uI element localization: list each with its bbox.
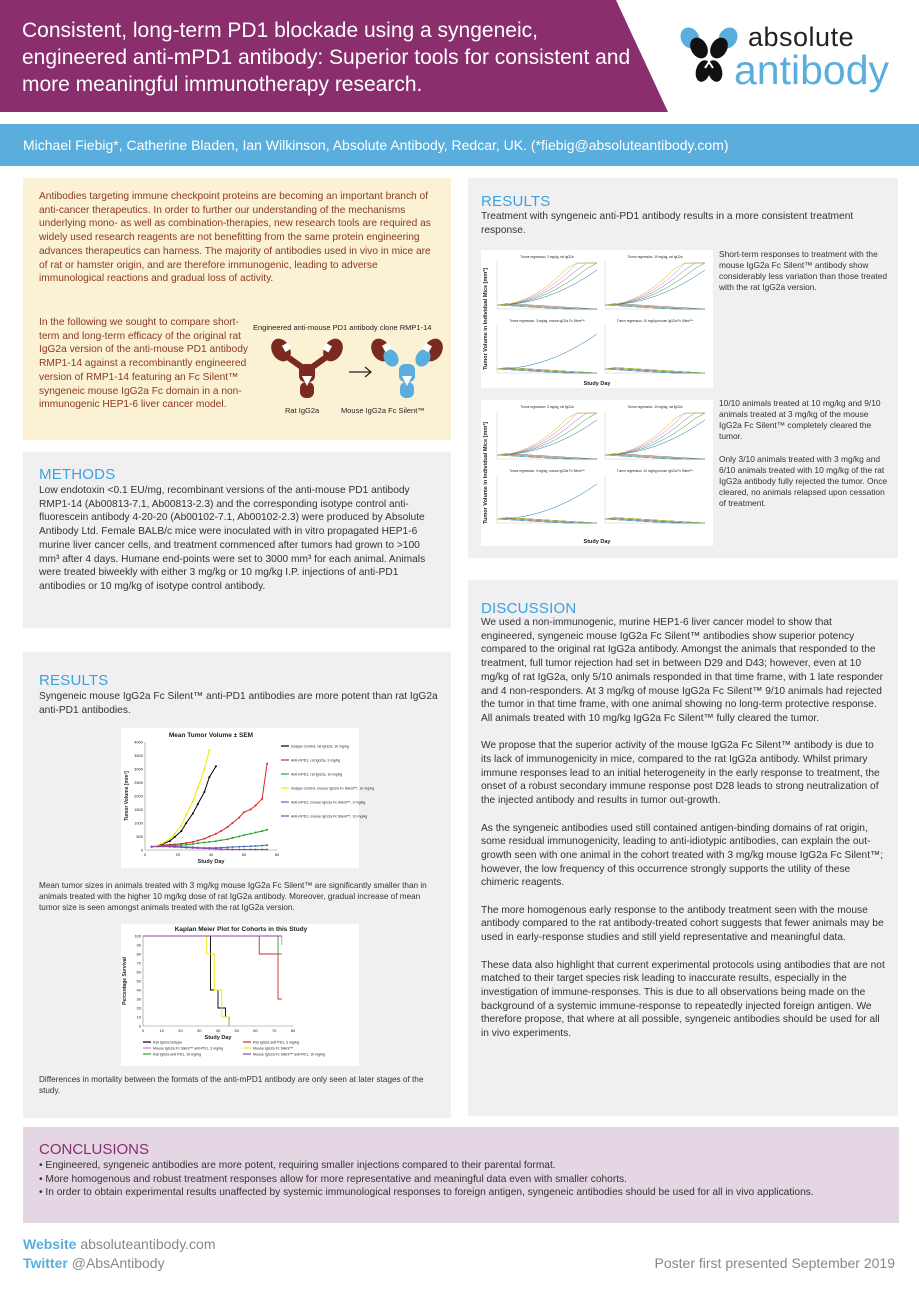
data-point	[261, 848, 263, 850]
data-point	[180, 846, 182, 848]
presented-date: Poster first presented September 2019	[654, 1255, 895, 1271]
intro-paragraph-2: In the following we sought to compare short-term and long-term efficacy of the original rat IgG2a version of the anti-mouse PD1 antibody RMP1-14 against a recombinantly engineered version of RMP1-14 featuring an Fc Silent™ syngeneic mouse IgG2a Fc domain in a non-immunogenic HEP1-6 liver cancer model.	[39, 317, 248, 411]
y-tick-label: 40	[136, 987, 141, 993]
y-tick-label: 50	[136, 978, 141, 984]
x-tick-label: 0	[141, 1028, 145, 1033]
antibody-logo-icon	[678, 24, 740, 86]
mouse-igg2a-fc-silent-antibody-icon	[367, 335, 447, 398]
discussion-paragraph-1: We used a non-immunogenic, murine HEP1-6 liver cancer model to show that engineered, syngeneic mouse IgG2a Fc Silent™ antibodies show superior potency compared to the original rat IgG2a antibody. Amongst the animals that responded to the treatment, full tumor rejection had set in between D29 and D43; however, even at 10 mg/kg of rat IgG2a, only 5/10 animals responded in that time frame, with 1 late responder and 4 non-responders. At 3 mg/kg of mouse IgG2a Fc Silent™ 9/10 animals had rejected the tumor in that time frame, with one animal showing no long-term protective response. All animals treated with 10 mg/kg IgG2a Fc Silent™ fully cleared the tumor.	[481, 617, 884, 724]
data-point	[197, 842, 199, 844]
data-point	[231, 846, 233, 848]
discussion-heading: DISCUSSION	[481, 600, 577, 617]
intro-paragraph-1: Antibodies targeting immune checkpoint proteins are becoming an important branch of anti-cancer therapeutics. In order to further our understanding of the mechanisms underlying mono- as well as combination-therapies, new research tools are required as widely used research reagents are not benefitting from the same protein engineering advances therapeutics can harness. The majority of antibodies used in vivo in mice are of rat or hamster origin, and are therefore immunogenic, leading to adverse immunological reactions and gradual loss of activity.	[39, 191, 431, 285]
y-tick-label: 2000	[134, 793, 143, 799]
animal-curve	[497, 420, 597, 455]
intro-panel	[23, 178, 451, 440]
x-tick-label: 60	[253, 1028, 258, 1033]
data-point	[227, 846, 229, 848]
animal-curve	[497, 484, 597, 519]
twitter-handle[interactable]: @AbsAntibody	[71, 1255, 165, 1271]
results-subtitle-right: Treatment with syngeneic anti-PD1 antibody results in a more consistent treatment response.	[481, 211, 854, 236]
data-point	[238, 817, 240, 819]
data-point	[266, 829, 268, 831]
discussion-panel	[468, 580, 898, 1116]
data-point	[220, 839, 222, 841]
legend-label: Anti-mPD1, rat IgG2a, 10 mg/kg	[291, 772, 343, 777]
y-tick-label: 1000	[134, 820, 143, 826]
animal-curve	[605, 413, 705, 455]
poster-header	[0, 0, 919, 112]
company-logo	[676, 20, 916, 100]
animal-curve	[605, 420, 705, 455]
conclusions-list	[39, 1159, 889, 1200]
mini-panel-title: Tumor regression, 10 mg/kg mouse IgG2a Fc Silent™	[616, 319, 694, 323]
y-tick-label: 500	[136, 834, 143, 839]
data-point	[162, 842, 164, 844]
data-point	[266, 763, 268, 765]
data-point	[250, 809, 252, 811]
legend-label: Anti-mPD1, mouse IgG2a Fc Silent™, 10 mg/kg	[291, 814, 368, 819]
data-point	[185, 822, 187, 824]
y-tick-label: 90	[136, 942, 141, 948]
data-point	[266, 844, 268, 846]
data-point	[261, 798, 263, 800]
discussion-paragraph-2: We propose that the superior activity of the mouse IgG2a Fc Silent™ antibody is due to its lack of immunogenicity in mice, compared to the rat IgG2a antibody. Whilst primary immune responses lead to an initial heterogeneity in the early response to treatment, the onset of a robust secondary immune response post D28 leads to strong neutralization of the injected antibody and results in tumor out-growth.	[481, 740, 880, 807]
animal-curve	[497, 263, 597, 305]
discussion-paragraph-4: The more homogenous early response to the antibody treatment seen with the mouse antibody compared to the rat antibody-treated cohort suggests that fewer animals may be used in early-response studies and still yield representative and meaningful data.	[481, 904, 884, 944]
long-term-tumor-regression-figure	[481, 400, 713, 546]
short-term-tumor-regression-figure	[481, 250, 713, 388]
y-tick-label: 3500	[134, 753, 143, 758]
data-point	[231, 848, 233, 850]
x-axis-label: Study Day	[204, 1035, 232, 1041]
data-point	[255, 831, 257, 833]
x-tick-label: 60	[241, 852, 247, 857]
discussion-paragraph-5: These data also highlight that current experimental protocols using antibodies that are not matched to their target species risk leading to inaccurate results, especially in the investigation of immune-responses. This is due to all observations being made on the background of a systemic immune-response to repeatedly injected foreign antigen. We therefore propose, that where at all possible, syngeneic antibodies should be used for all in vivo experiments.	[481, 959, 885, 1040]
legend-label: Rat IgG2a anti PD1, 3 mg/kg	[253, 1040, 299, 1045]
animal-curve	[605, 263, 705, 305]
data-point	[250, 833, 252, 835]
logo-text-antibody: antibody	[734, 47, 890, 93]
data-point	[250, 848, 252, 850]
legend-label: Mouse IgG2a Fc Silent™	[253, 1046, 294, 1051]
methods-text: Low endotoxin <0.1 EU/mg, recombinant versions of the anti-mouse PD1 antibody RMP1-14 (Ab00813-7.1, Ab00813-2.3) and the corresponding isotype control anti-fluorescein antibody 4-20-20 (Ab00102-7.1, Ab00102-2.3) were produced by Absolute Antibody Ltd. Female BALB/c mice were inoculated with in vitro propagated HEP1-6 murine liver cancer cells, and treatment commenced after tumors had grown to >100 mm³ after 4 days. Humane end-points were set to 3000 mm³ for each animal. Animals were treated biweekly with either 3 mg/kg or 10 mg/kg I.P. injections of anti-PD1 antibodies or 10 mg/kg of isotype control antibody.	[39, 485, 426, 592]
x-tick-label: 0	[143, 852, 147, 857]
data-point	[151, 846, 153, 848]
data-point	[227, 838, 229, 840]
data-point	[203, 768, 205, 770]
data-point	[197, 803, 199, 805]
methods-heading: METHODS	[39, 466, 116, 483]
mean-tumor-volume-caption: Mean tumor sizes in animals treated with 3 mg/kg mouse IgG2a Fc Silent™ are significantly smaller than in animals treated with the higher 10 mg/kg dose of rat IgG2a antibody. Moreover, gradual increase of mean tumor size is seen amongst animals treated with the rat IgG2a version.	[39, 881, 427, 912]
data-point	[192, 841, 194, 843]
legend-label: Mouse IgG2a Fc Silent™ anti-PD1, 10 mg/kg	[253, 1052, 325, 1057]
data-point	[169, 838, 171, 840]
data-point	[243, 834, 245, 836]
kaplan-meier-chart	[121, 924, 359, 1066]
y-tick-label: 80	[136, 951, 141, 957]
data-point	[174, 833, 176, 835]
short-term-note: Short-term responses to treatment with the mouse IgG2a Fc Silent™ antibody show considerably less variation than those treated with the rat IgG2a version.	[719, 249, 888, 292]
x-tick-label: 40	[215, 1028, 221, 1033]
animal-curve	[497, 413, 597, 455]
data-point	[255, 845, 257, 847]
legend-label: Anti-mPD1, rat IgG2a, 3 mg/kg	[291, 758, 341, 763]
data-point	[250, 845, 252, 847]
mini-panel-title: Tumor regression, 3 mg/kg, rat IgG2a	[520, 255, 574, 259]
grid-x-axis-label: Study Day	[583, 539, 611, 545]
series-line	[143, 936, 282, 945]
x-tick-label: 40	[208, 852, 214, 857]
y-tick-label: 0	[138, 1023, 141, 1029]
author-bar: Michael Fiebig*, Catherine Bladen, Ian Wilkinson, Absolute Antibody, Redcar, UK. (*fiebig@absoluteantibody.com)	[0, 124, 919, 166]
data-point	[231, 822, 233, 824]
x-tick-label: 70	[272, 1028, 277, 1033]
animal-curve	[497, 263, 597, 305]
data-point	[255, 804, 257, 806]
x-tick-label: 80	[274, 852, 280, 857]
y-tick-label: 4000	[134, 739, 143, 745]
animal-curve	[605, 270, 705, 305]
animal-curve	[497, 263, 597, 305]
data-point	[266, 848, 268, 850]
data-point	[203, 847, 205, 849]
conclusion-item: • Engineered, syngeneic antibodies are more potent, requiring smaller injections compared to their parental format.	[39, 1159, 889, 1173]
y-tick-label: 3000	[134, 766, 143, 772]
results-heading-right: RESULTS	[481, 193, 551, 210]
mini-panel-title: Tumor regression, 10 mg/kg, rat IgG2a	[627, 255, 683, 259]
data-point	[231, 837, 233, 839]
results-panel-right	[468, 178, 898, 558]
animal-curve	[605, 263, 705, 305]
data-point	[192, 813, 194, 815]
mouse-clearance-note: 10/10 animals treated at 10 mg/kg and 9/10 animals treated at 3 mg/kg of the mouse IgG2a Fc Silent™ completely cleared the tumor.	[719, 398, 881, 441]
data-point	[185, 844, 187, 846]
data-point	[238, 846, 240, 848]
data-point	[243, 848, 245, 850]
series-line	[143, 936, 229, 1026]
legend-label: Rat IgG2a Isotype	[153, 1040, 182, 1045]
data-point	[208, 776, 210, 778]
data-point	[169, 846, 171, 848]
mini-panel-title: Tumor regression, 3 mg/kg, mouse IgG2a Fc Silent™	[509, 469, 585, 473]
methods-panel	[23, 452, 451, 628]
data-point	[261, 845, 263, 847]
data-point	[220, 848, 222, 850]
kaplan-meier-caption: Differences in mortality between the formats of the anti-mPD1 antibody are only seen at later stages of the study.	[39, 1075, 424, 1095]
legend-label: Rat IgG2a anti PD1, 10 mg/kg	[153, 1052, 201, 1057]
twitter-label: Twitter	[23, 1255, 68, 1271]
label-mouse-igg2a: Mouse IgG2a Fc Silent™	[341, 406, 425, 415]
label-rat-igg2a: Rat IgG2a	[285, 406, 320, 415]
data-point	[174, 836, 176, 838]
data-point	[185, 814, 187, 816]
animal-curve	[605, 413, 705, 455]
y-axis-label: Tumor Volume [mm³]	[124, 771, 130, 821]
discussion-paragraph-3: As the syngeneic antibodies used still contained antigen-binding domains of rat origin, some residual immunogenicity, leading to anti-idiotypic antibodies, can explain the out-growth seen with one animal in the cohort treated with 3 mg/kg mouse IgG2a Fc Silent™; however, the low frequency of this occurrence strongly supports the utility of these chimeric reagents.	[481, 822, 884, 889]
chart-title: Mean Tumor Volume ± SEM	[168, 732, 254, 739]
rat-clearance-note: Only 3/10 animals treated with 3 mg/kg and 6/10 animals treated with 10 mg/kg of the rat IgG2a antibody fully rejected the tumor. Once cleared, no animals relapsed upon cessation of treatment.	[719, 454, 888, 508]
animal-curve	[497, 413, 597, 455]
discussion-text	[481, 616, 885, 1054]
animal-curve	[497, 263, 597, 305]
x-tick-label: 30	[197, 1028, 202, 1033]
data-point	[215, 848, 217, 850]
mini-panel-title: Tumor regression, 3 mg/kg, rat IgG2a	[520, 405, 574, 409]
series-line	[143, 936, 282, 999]
x-axis-label: Study Day	[197, 859, 225, 865]
data-point	[197, 840, 199, 842]
website-label: Website	[23, 1236, 77, 1252]
data-point	[162, 845, 164, 847]
data-point	[192, 800, 194, 802]
data-point	[238, 848, 240, 850]
antibody-figure-title: Engineered anti-mouse PD1 antibody clone RMP1-14	[253, 323, 432, 332]
mini-panel-title: Tumor regression, 10 mg/kg, rat IgG2a	[627, 405, 683, 409]
y-tick-label: 30	[136, 996, 141, 1002]
legend-label: Mouse IgG2a Fc Silent™ anti-PD1, 3 mg/kg	[153, 1046, 223, 1051]
data-point	[208, 848, 210, 850]
data-point	[208, 836, 210, 838]
data-point	[255, 848, 257, 850]
y-tick-label: 70	[136, 960, 141, 966]
y-tick-label: 1500	[134, 807, 143, 812]
y-axis-label: Percentage Survival	[122, 957, 128, 1005]
data-point	[197, 787, 199, 789]
results-heading-left: RESULTS	[39, 672, 109, 689]
antibody-format-diagram	[269, 336, 439, 406]
x-tick-label: 50	[234, 1028, 239, 1033]
data-point	[185, 847, 187, 849]
mean-tumor-volume-chart	[121, 728, 375, 868]
data-point	[215, 840, 217, 842]
animal-curve	[605, 413, 705, 455]
data-point	[192, 843, 194, 845]
y-tick-label: 2500	[134, 780, 143, 785]
footer-website	[23, 1236, 216, 1252]
data-point	[220, 830, 222, 832]
y-tick-label: 100	[134, 933, 141, 939]
legend-label: Isotype Control, mouse IgG2a Fc Silent™, 10 mg/kg	[291, 786, 375, 791]
data-point	[227, 848, 229, 850]
animal-curve	[605, 413, 705, 455]
grid-x-axis-label: Study Day	[583, 381, 611, 387]
data-point	[203, 841, 205, 843]
x-tick-label: 10	[159, 1028, 164, 1033]
data-point	[208, 749, 210, 751]
conclusions-heading: CONCLUSIONS	[39, 1141, 150, 1158]
data-point	[157, 845, 159, 847]
conclusion-item: • In order to obtain experimental results unaffected by systemic immunological responses to foreign antigen, syngeneic antibodies should be used for all in vivo applications.	[39, 1186, 889, 1200]
y-tick-label: 10	[136, 1014, 141, 1020]
animal-curve	[497, 413, 597, 455]
conclusions-panel	[23, 1127, 899, 1223]
data-point	[180, 830, 182, 832]
results-panel-left	[23, 652, 451, 1118]
data-point	[169, 840, 171, 842]
legend-label: Isotype Control, rat IgG2a, 10 mg/kg	[291, 744, 349, 749]
data-point	[243, 811, 245, 813]
data-point	[203, 791, 205, 793]
data-point	[215, 765, 217, 767]
poster-title: Consistent, long-term PD1 blockade using a syngeneic, engineered anti-mPD1 antibody: Superior tools for consistent and more meaningful immunotherapy research.	[22, 19, 631, 96]
mini-panel-title: Tumor regression, 3 mg/kg, mouse IgG2a Fc Silent™	[509, 319, 585, 323]
grid-y-axis-label: Tumor Volume in Individual Mice [mm³]	[483, 268, 489, 370]
footer-twitter	[23, 1255, 165, 1271]
data-point	[203, 838, 205, 840]
animal-curve	[497, 334, 597, 369]
data-point	[243, 845, 245, 847]
data-point	[192, 847, 194, 849]
data-point	[174, 846, 176, 848]
conclusion-item: • More homogenous and robust treatment responses allow for more representative and meaningful data even with smaller cohorts.	[39, 1173, 889, 1187]
data-point	[215, 833, 217, 835]
series-line	[143, 936, 229, 1026]
chart-title: Kaplan Meier Plot for Cohorts in this Study	[174, 926, 308, 933]
data-point	[180, 825, 182, 827]
animal-curve	[497, 270, 597, 305]
rat-igg2a-antibody-icon	[267, 335, 347, 398]
y-tick-label: 0	[140, 847, 143, 853]
grid-y-axis-label: Tumor Volume in Individual Mice [mm³]	[483, 422, 489, 524]
series-line	[152, 766, 216, 846]
series-line	[143, 936, 282, 954]
results-subtitle-left: Syngeneic mouse IgG2a Fc Silent™ anti-PD1 antibodies are more potent than rat IgG2a anti-PD1 antibodies.	[39, 691, 438, 716]
animal-curve	[605, 263, 705, 305]
animal-curve	[497, 413, 597, 455]
legend-label: Anti-mPD1, mouse IgG2a Fc Silent™, 3 mg/kg	[291, 800, 366, 805]
data-point	[208, 841, 210, 843]
animal-curve	[605, 263, 705, 305]
data-point	[261, 830, 263, 832]
y-tick-label: 60	[136, 969, 141, 975]
x-tick-label: 80	[290, 1028, 296, 1033]
x-tick-label: 20	[178, 1028, 183, 1033]
y-tick-label: 20	[136, 1005, 141, 1011]
x-tick-label: 20	[175, 852, 181, 857]
logo-text-absolute: absolute	[748, 22, 855, 52]
data-point	[227, 826, 229, 828]
data-point	[238, 836, 240, 838]
mini-panel-title: Tumor regression, 10 mg/kg mouse IgG2a Fc Silent™	[616, 469, 694, 473]
website-link[interactable]: absoluteantibody.com	[80, 1236, 216, 1252]
data-point	[197, 847, 199, 849]
